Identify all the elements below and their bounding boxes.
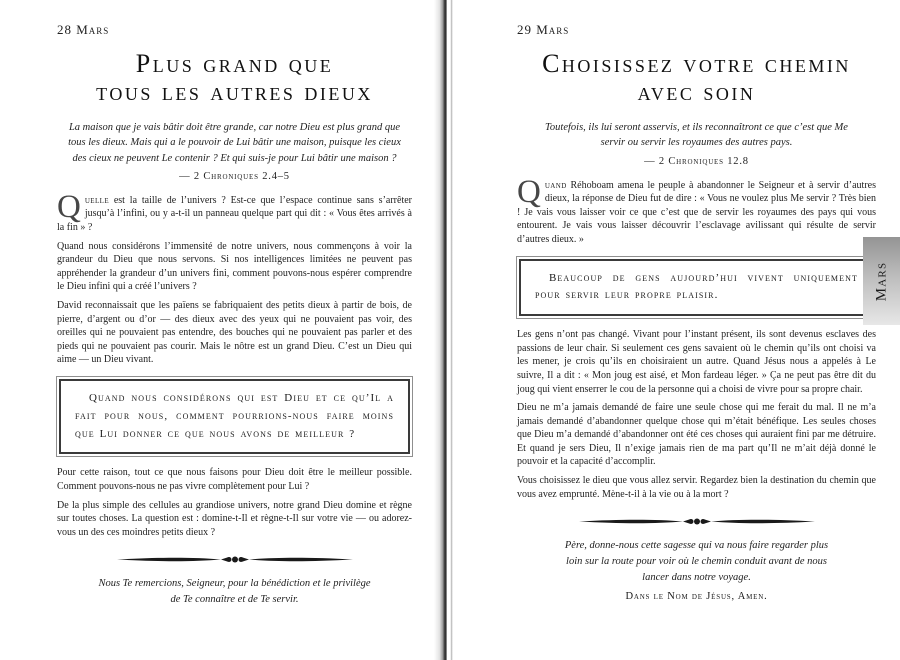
callout-box-left	[59, 379, 410, 454]
month-tab-mars[interactable]	[863, 237, 900, 325]
devotional-title-right	[517, 50, 876, 105]
title-line-2: avec soin	[637, 76, 756, 106]
callout-box-right	[519, 259, 874, 317]
paragraph: David reconnaissait que les païens se fabriquaient des petits dieux à partir de bois, de pierre, d’argent ou d’or — des dieux avec des yeux qui ne pouvaient pas voir, des oreilles qui ne pouvaient pas entendre, des bouches qui ne pouvaient pas parler et des pieds qui ne pouvaient pas courir. Mais le nôtre est un grand Dieu. C’est un Dieu qui aime — un Dieu vivant.	[57, 299, 412, 366]
body-text-left	[57, 188, 412, 540]
lead-word: uelle	[84, 194, 110, 206]
paragraph: De la plus simple des cellules au grandiose univers, notre grand Dieu domine et règne sur toutes choses. La question est : domine-t-Il et règne-t-Il sur votre vie — ou adorez-vous un des ces moindres petits dieux ?	[57, 499, 412, 538]
paragraph-opening	[517, 173, 876, 247]
devotional-title-left	[57, 50, 412, 105]
scripture-reference-right: — 2 Chroniques 12.8	[644, 155, 749, 167]
paragraph: Les gens n’ont pas changé. Vivant pour l’instant présent, ils sont devenus esclaves des passions de leur chair. Si seulement ces gens savaient où le chemin qu’ils ont choisi va les mener, je crois qu’ils en choisiraient un autre. Quand Jésus nous a appelés à Le suivre, Il a dit : « Mon joug est aisé, et Mon fardeau léger. » Ça ne peut pas être dit du joug qui vient enserrer le cou de la personne qui a choisi de vivre pour sa propre chair.	[517, 329, 876, 395]
paragraph: Pour cette raison, tout ce que nous faisons pour Dieu doit être le meilleur possible. Comment pouvons-nous ne pas vivre complètement pour Lui ?	[57, 467, 412, 492]
body-text-right	[517, 173, 876, 502]
page-header-date-left: 28 Mars	[57, 22, 110, 37]
ornament-divider-icon	[115, 553, 355, 566]
left-page	[0, 0, 434, 660]
ornament-divider-icon	[577, 515, 817, 528]
title-line-1: Choisissez votre chemin	[542, 49, 851, 78]
page-header-date-right: 29 Mars	[517, 22, 570, 37]
paragraph: Vous choisissez le dieu que vous allez servir. Regardez bien la destination du chemin que vous avez emprunté. Mène-t-il à la vie ou à la mort ?	[517, 475, 876, 500]
scripture-epigraph-right: Toutefois, ils lui seront asservis, et ils reconnaîtront ce que c’est que Me servir ou servir les royaumes des autres pays.	[545, 122, 848, 149]
title-line-2: tous les autres dieux	[96, 76, 373, 106]
closing-prayer-left: Nous Te remercions, Seigneur, pour la bénédiction et le privilège de Te connaître et de Te servir.	[98, 578, 371, 606]
right-page	[455, 0, 900, 660]
drop-cap: Q	[517, 173, 541, 210]
closing-prayer-right: Père, donne-nous cette sagesse qui va nous faire regarder plus loin sur la route pour voir où le chemin conduit avant de nous lancer dans notre voyage.	[564, 540, 829, 583]
paragraph: Dieu ne m’a jamais demandé de faire une seule chose qui me ferait du mal. Il ne m’a jamais demandé d’abandonner quelque chose qui m’était bénéfique. Les seules choses que Dieu m’a demandé d’abandonner ont été ces choses qui auraient fini par me détruire. Et quand je sers Dieu, Il n’exige jamais rien de ma part qu’Il ne m’ait déjà donné le pouvoir et la capacité d’accomplir.	[517, 402, 876, 468]
paragraph-opening	[57, 188, 412, 235]
scripture-reference-left: — 2 Chroniques 2.4–5	[179, 170, 290, 182]
drop-cap: Q	[57, 188, 81, 225]
prayer-signoff: Dans le Nom de Jésus, Amen.	[625, 590, 768, 602]
title-line-1: Plus grand que	[135, 49, 334, 78]
lead-word: uand	[544, 179, 567, 191]
scripture-epigraph-left: La maison que je vais bâtir doit être grande, car notre Dieu est plus grand que tous les dieux. Mais qui a le pouvoir de Lui bâtir une maison, puisque les cieux des cieux ne peuvent Le contenir ? Et qui suis-je pour Lui bâtir une maison ?	[68, 122, 401, 164]
paragraph: Quand nous considérons l’immensité de notre univers, nous commençons à voir la grandeur du Dieu que nous servons. Si nos intelligences limitées ne peuvent pas appréhender la grandeur d’un univers fini, comment pouvons-nous espérer comprendre le Dieu infini qui a créé l’univers ?	[57, 240, 412, 293]
month-tab-label: Mars	[873, 261, 890, 301]
paragraph-text: Réhoboam amena le peuple à abandonner le Seigneur et à servir d’autres dieux, la réponse de Dieu fut de dire : « Vous ne voulez plus Me servir ? Très bien ! Je vais vous laisser voir ce que c’est que de servir les royaumes des pays qui vous entourent. Je vais vous laisser découvrir l’esclavage avilissant qui résulte de servir d’autres dieux. »	[517, 179, 876, 245]
book-spine	[434, 0, 454, 660]
callout-text: Quand nous considérons qui est Dieu et ce qu’Il a fait pour nous, comment pourrions-nous faire moins que Lui donner ce que nous avons de meilleur ?	[75, 391, 394, 440]
callout-text: Beaucoup de gens aujourd’hui vivent uniquement pour servir leur propre plaisir.	[535, 271, 858, 302]
paragraph-text: est la taille de l’univers ? Est-ce que l’espace continue sans s’arrêter jusqu’à l’infini, ou y a-t-il un panneau quelque part qui dit : « Vous êtes arrivés à la fin » ?	[57, 194, 412, 233]
